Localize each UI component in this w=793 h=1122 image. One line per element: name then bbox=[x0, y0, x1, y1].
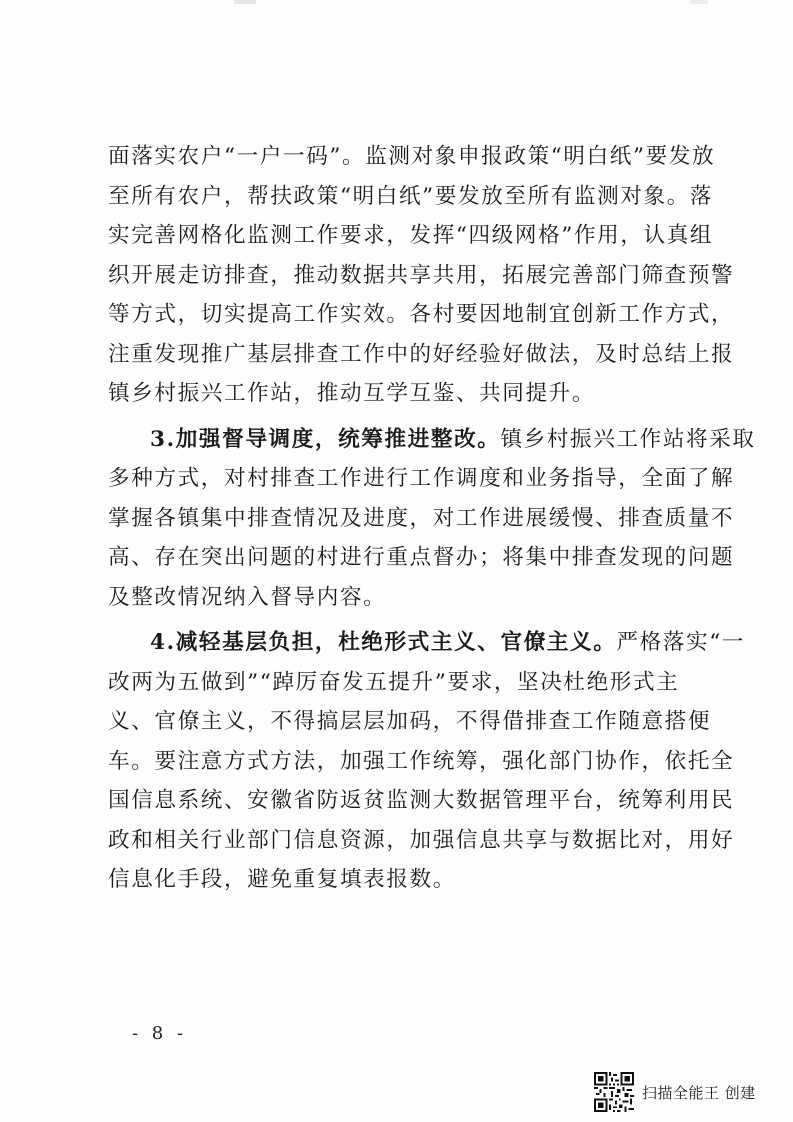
text-line: 改两为五做到”“踔厉奋发五提升”要求，坚决杜绝形式主 bbox=[108, 669, 680, 695]
document-body bbox=[108, 137, 756, 900]
text-line: 信息化手段，避免重复填表报数。 bbox=[108, 867, 456, 892]
heading-line-rest: 镇乡村振兴工作站将采取 bbox=[500, 426, 756, 452]
text-line: 织开展走访排查，推动数据共享共用，拓展完善部门筛查预警 bbox=[108, 262, 735, 288]
text-line: 多种方式，对村排查工作进行工作调度和业务指导，全面了解 bbox=[108, 466, 735, 491]
scan-artifact bbox=[234, 0, 256, 4]
text-line bbox=[108, 623, 746, 663]
text-line: 国信息系统、安徽省防返贫监测大数据管理平台，统筹利用民 bbox=[108, 788, 735, 813]
text-line: 实完善网格化监测工作要求，发挥“四级网格”作用，认真组 bbox=[108, 223, 714, 248]
text-line: 及整改情况纳入督导内容。 bbox=[108, 584, 387, 610]
section-heading: 3.加强督导调度，统筹推进整改。 bbox=[150, 426, 501, 452]
watermark-text: 扫描全能王 创建 bbox=[642, 1083, 756, 1102]
scanner-watermark bbox=[594, 1072, 756, 1112]
heading-line-rest: 严格落实“一 bbox=[616, 630, 746, 655]
page-number: - 8 - bbox=[132, 1023, 188, 1044]
scan-artifact bbox=[690, 0, 708, 4]
text-line bbox=[108, 420, 756, 460]
text-line: 等方式，切实提高工作实效。各村要因地制宜创新工作方式， bbox=[108, 302, 735, 327]
paragraph-continuation bbox=[108, 137, 735, 414]
section-heading: 4.减轻基层负担，杜绝形式主义、官僚主义。 bbox=[150, 630, 617, 655]
text-line: 车。要注意方式方法，加强工作统筹，强化部门协作，依托全 bbox=[108, 748, 735, 774]
text-line: 掌握各镇集中排查情况及进度，对工作进展缓慢、排查质量不 bbox=[108, 505, 735, 531]
text-line: 镇乡村振兴工作站，推动互学互鉴、共同提升。 bbox=[108, 381, 596, 406]
text-line: 至所有农户，帮扶政策“明白纸”要发放至所有监测对象。落 bbox=[108, 183, 714, 209]
text-line: 政和相关行业部门信息资源，加强信息共享与数据比对，用好 bbox=[108, 827, 735, 853]
text-line: 面落实农户“一户一码”。监测对象申报政策“明白纸”要发放 bbox=[108, 144, 716, 169]
text-line: 义、官僚主义，不得搞层层加码，不得借排查工作随意搭便 bbox=[108, 709, 712, 734]
paragraph-item-4 bbox=[108, 623, 746, 900]
text-line: 注重发现推广基层排查工作中的好经验好做法，及时总结上报 bbox=[108, 341, 735, 367]
paragraph-item-3 bbox=[108, 420, 756, 618]
qr-code-icon bbox=[594, 1072, 634, 1112]
text-line: 高、存在突出问题的村进行重点督办；将集中排查发现的问题 bbox=[108, 545, 735, 570]
